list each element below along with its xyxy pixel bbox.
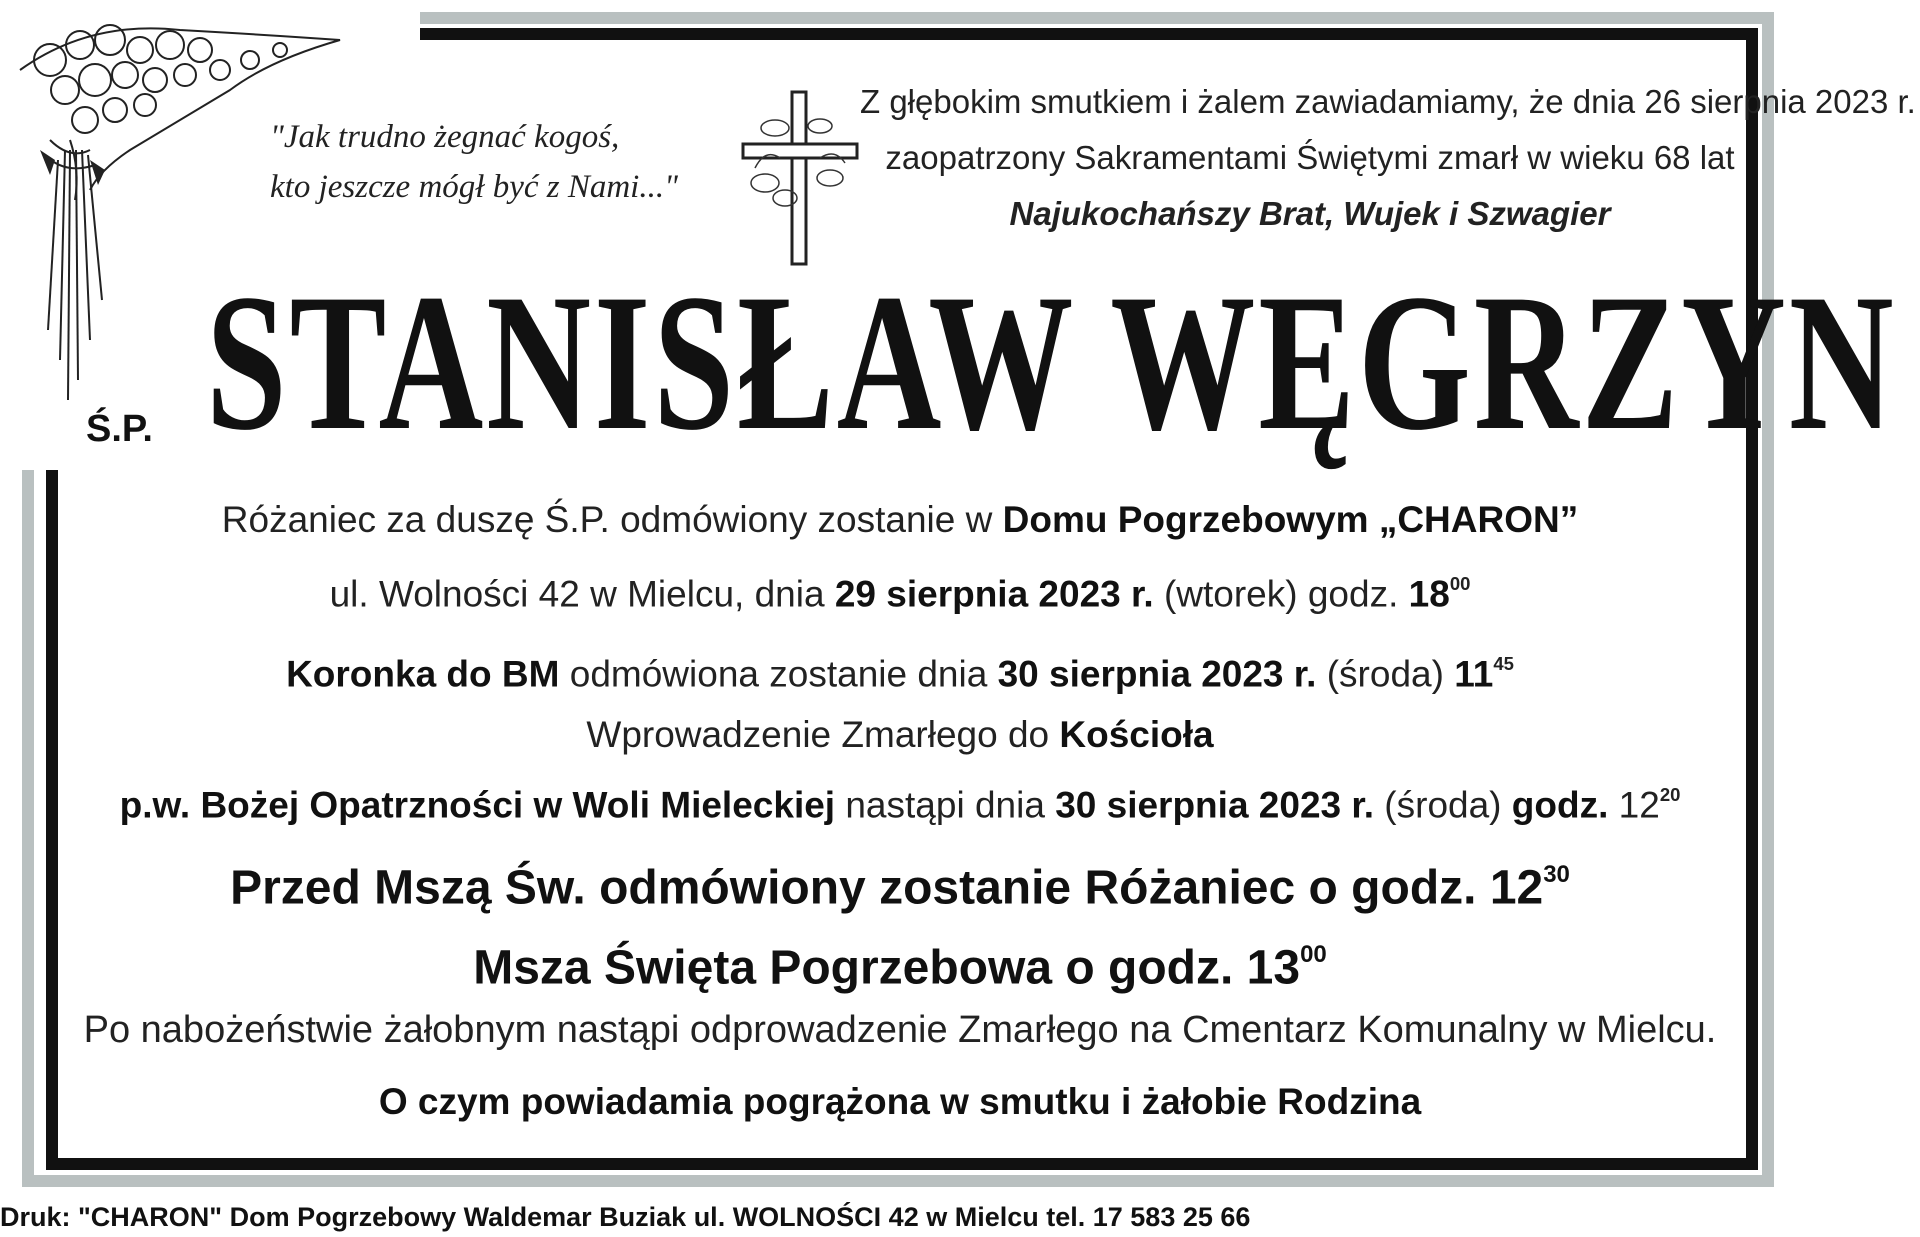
announcement [860,74,1916,242]
entry-day: (środa) [1374,784,1512,826]
announcement-line-3: Najukochańszy Brat, Wujek i Szwagier [1009,195,1611,232]
rosary-line-1 [60,488,1740,552]
rosary-date: 29 sierpnia 2023 r. [834,573,1154,615]
chaplet-line-1 [60,634,1740,705]
family-signature: O czym powiadamia pogrążona w smutku i żałobie Rodzina [378,1081,1422,1122]
mass-line-2 [60,922,1740,1002]
chaplet-line-2 [60,705,1740,765]
chaplet-text: odmówiona zostanie dnia [559,653,998,695]
funeral-home-name: Domu Pogrzebowym „CHARON” [1002,499,1579,540]
deceased-name-text: STANISŁAW WĘGRZYN [206,254,1897,471]
closing-line-1 [60,1000,1740,1060]
mass-section [60,842,1740,1001]
quote-line-1: "Jak trudno żegnać kogoś, [270,119,620,155]
chaplet-date: 30 sierpnia 2023 r. [997,653,1317,695]
chaplet-section [60,634,1740,835]
rosary-section [60,488,1740,627]
print-footer: Druk: "CHARON" Dom Pogrzebowy Waldemar Buziak ul. WOLNOŚCI 42 w Mielcu tel. 17 583 25 66 [0,1202,1251,1232]
procession-text: Po nabożeństwie żałobnym nastąpi odprowadzenie Zmarłego na Cmentarz Komunalny w Mielcu. [83,1009,1717,1051]
church-word: Kościoła [1059,713,1214,755]
announcement-line-1: Z głębokim smutkiem i żalem zawiadamiamy, że dnia 26 sierpnia 2023 r. [860,83,1916,120]
mass-rosary-minute: 30 [1543,861,1570,888]
entry-text: Wprowadzenie Zmarłego do [586,713,1060,755]
rosary-minute: 00 [1449,573,1471,594]
funeral-mass-minute: 00 [1300,940,1327,968]
sp-prefix: Ś.P. [86,408,153,450]
chaplet-hour: 11 [1454,653,1494,695]
rosary-text: Różaniec za duszę Ś.P. odmówiony zostanie w [221,499,1003,540]
rosary-address: ul. Wolności 42 w Mielcu, dnia [329,573,835,615]
announcement-line-2: zaopatrzony Sakramentami Świętymi zmarł w wieku 68 lat [885,139,1735,176]
rosary-hour: 18 [1408,573,1450,615]
mass-rosary-text: Przed Mszą Św. odmówiony zostanie Różaniec o godz. 12 [230,861,1544,915]
quote [270,112,678,212]
chaplet-title: Koronka do BM [286,653,560,695]
chaplet-line-3 [60,765,1740,836]
closing-line-2 [60,1072,1740,1132]
funeral-mass-text: Msza Święta Pogrzebowa o godz. 13 [473,941,1301,995]
cross-icon [735,88,865,268]
entry-godz: godz. [1511,784,1609,826]
quote-line-2: kto jeszcze mógł być z Nami..." [270,169,678,205]
entry-minute: 20 [1659,783,1681,805]
rosary-line-2 [60,552,1740,627]
mass-line-1 [60,842,1740,922]
chaplet-day: (środa) [1316,653,1455,695]
deceased-name [206,254,1897,471]
entry-date: 30 sierpnia 2023 r. [1055,784,1375,826]
rosary-day: (wtorek) godz. [1153,573,1409,615]
entry-date-text: nastąpi dnia [835,784,1056,826]
chaplet-minute: 45 [1493,653,1514,674]
church-name: p.w. Bożej Opatrzności w Woli Mieleckiej [119,784,836,826]
entry-hour: 12 [1608,784,1660,826]
